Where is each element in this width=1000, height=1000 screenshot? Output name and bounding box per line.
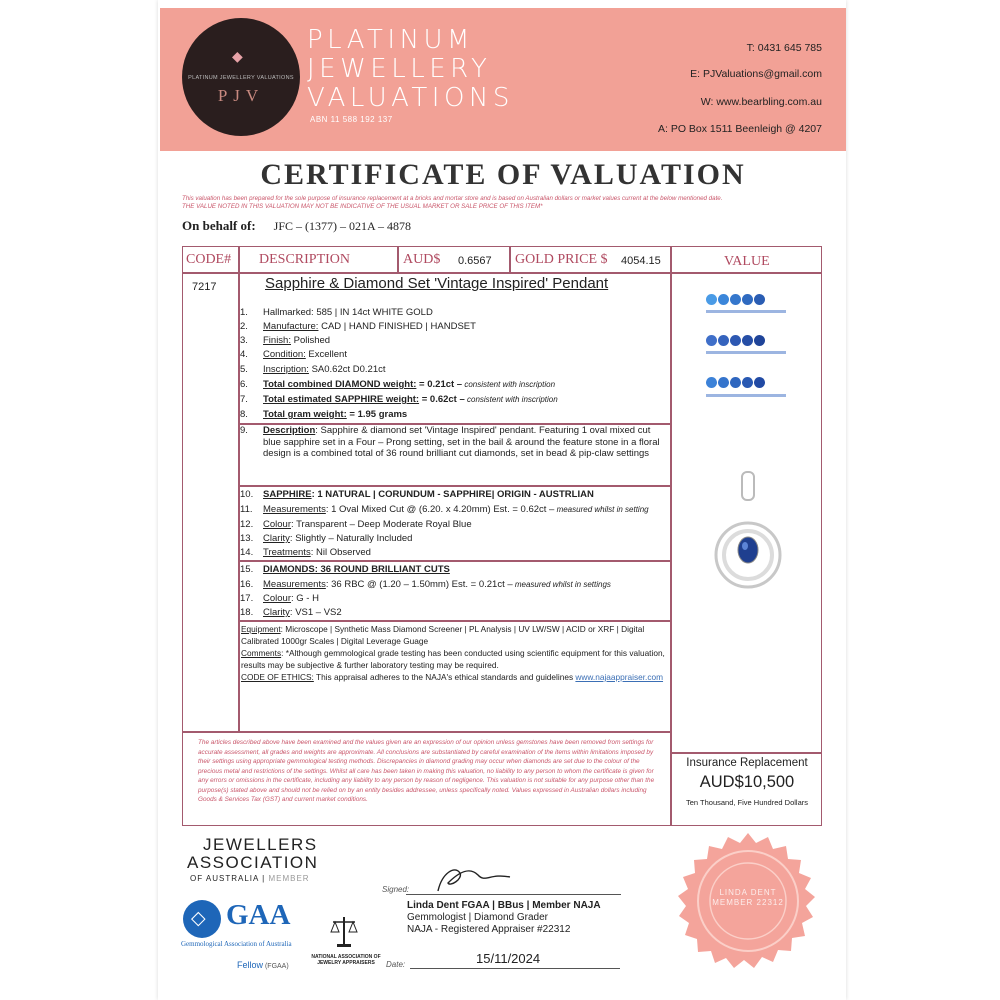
- pjv-logo: [182, 18, 300, 136]
- colour-strip: [706, 351, 786, 354]
- logo-ring-text: PLATINUM JEWELLERY VALUATIONS: [188, 75, 294, 81]
- diamond-icon: ◇: [191, 908, 206, 929]
- insurance-label: Insurance Replacement: [686, 757, 808, 769]
- table-rule: [670, 246, 672, 826]
- equipment-comments: Equipment: Microscope | Synthetic Mass Diamond Screener | PL Analysis | UV LW/SW | ACID or XRF | Digital Calibrated 1000gr Scales | Digital Leverage Guage Comments: *Although gemmological grade testing has been conducted using scientific equipment for this valuation, results may be subjective & further laboratory testing may be required. CODE OF ETHICS: This appraisal adheres to the NAJA's ethical standards and guidelines www.najaappraiser.com: [241, 624, 665, 682]
- description-header: DESCRIPTION: [259, 252, 351, 267]
- ja-line3: OF AUSTRALIA | MEMBER: [190, 874, 310, 883]
- table-rule: [397, 246, 399, 272]
- stone-swatch: [706, 335, 717, 346]
- abn-number: ABN 11 588 192 137: [310, 115, 393, 124]
- stone-swatch: [754, 377, 765, 388]
- pendant-bail: [742, 472, 754, 500]
- table-rule: [182, 272, 822, 274]
- sapphire-stone: [738, 537, 758, 563]
- gold-price-value: 4054.15: [621, 255, 661, 267]
- stone-swatch: [718, 377, 729, 388]
- sapphire-colour-chart: [706, 292, 766, 310]
- table-rule: [182, 731, 670, 733]
- gaa-text: GAA: [226, 899, 291, 931]
- stone-swatch: [730, 377, 741, 388]
- stone-swatch: [742, 335, 753, 346]
- stone-swatch: [754, 294, 765, 305]
- footer-disclaimer: The articles described above have been examined and the values given are an expression of our opinion unless gemstones have been removed from settings for accurate assessment, all grades and weights are approximate. All conclusions are substantiated by careful examination of the items within limitations imposed by their settings using appropriate gemmological testing methods. Discrepancies in diamond grading may occur when diamonds are set due to the colour of the precious metal and restrictions of the settings. Whilst all care has been taken in making this valuation, no liability to any person to whom the certificate is given for any errors or omissions in the certificate, including any liability to any person by reason of negligence. This valuation is not suitable for any purpose other than the purpose(s) stated above and should not be relied on by an entity besides addressee, unless specifically noted. Values expressed in Australian dollars including Goods & Services Tax (GST) and current market conditions.: [198, 739, 655, 803]
- ja-line2: ASSOCIATION: [187, 853, 319, 872]
- stone-swatch: [706, 294, 717, 305]
- item-description: Description: Sapphire & diamond set 'Vintage Inspired' pendant. Featuring 1 oval mixed cut blue sapphire set in a Four – Prong setting, set in the bail & around the feature stone in a floral design is a combined total of 36 round brilliant cut diamonds, set in bead & pip-claw settings: [263, 425, 660, 459]
- stone-swatch: [730, 335, 741, 346]
- on-behalf: On behalf of: JFC – (1377) – 021A – 4878: [182, 218, 412, 233]
- gaa-fellow: Fellow (FGAA): [237, 960, 289, 970]
- table-rule: [670, 752, 822, 754]
- stone-swatch: [754, 335, 765, 346]
- naja-link[interactable]: www.najaappraiser.com: [575, 672, 664, 682]
- signature-line: [406, 894, 621, 895]
- signer-name: Linda Dent FGAA | BBus | Member NAJA: [407, 900, 601, 911]
- stone-swatch: [742, 377, 753, 388]
- table-rule: [238, 560, 670, 562]
- code-header: CODE#: [186, 252, 232, 267]
- reference-number: JFC – (1377) – 021A – 4878: [273, 219, 412, 233]
- disclaimer: This valuation has been prepared for the sole purpose of insurance replacement at a bricks and mortar store and is based on Australian dollars or market values current at the below mentioned date. THE VALUE NOTED IN THIS VALUATION MAY NOT BE INDICATIVE OF THE USUAL MARKET OR SALE PRICE OF THIS ITEM*: [182, 195, 723, 210]
- logo-initials: PJV: [217, 86, 265, 105]
- colour-strip: [706, 394, 786, 397]
- signer-registration: NAJA - Registered Appraiser #22312: [407, 924, 571, 935]
- valuation-date: 15/11/2024: [476, 951, 541, 966]
- stone-swatch: [742, 294, 753, 305]
- seal-text: LINDA DENT MEMBER 22312: [712, 888, 784, 907]
- naja-scales-icon: [330, 914, 358, 948]
- date-label: Date:: [386, 960, 406, 969]
- insurance-amount: AUD$10,500: [699, 773, 795, 791]
- sapphire-colour-chart: [706, 375, 766, 393]
- stone-swatch: [718, 294, 729, 305]
- aud-header: AUD$: [403, 252, 441, 267]
- date-line: [410, 968, 620, 969]
- value-header: VALUE: [724, 254, 770, 269]
- stone-swatch: [730, 294, 741, 305]
- gaa-full-name: Gemmological Association of Australia: [181, 940, 292, 948]
- sapphire-highlight: [742, 542, 748, 550]
- signature-image: [430, 863, 540, 895]
- insurance-words: Ten Thousand, Five Hundred Dollars: [685, 798, 808, 807]
- gaa-logo: [183, 900, 221, 938]
- aud-value: 0.6567: [458, 255, 492, 267]
- contact-email: E: PJValuations@gmail.com: [690, 68, 822, 80]
- contact-phone: T: 0431 645 785: [746, 42, 822, 54]
- pendant-image: [700, 470, 800, 610]
- naja-label: NATIONAL ASSOCIATION OF JEWELRY APPRAISERS: [311, 954, 381, 966]
- ja-line1: JEWELLERS: [203, 835, 318, 854]
- certificate-title: CERTIFICATE OF VALUATION: [260, 158, 746, 191]
- item-title: Sapphire & Diamond Set 'Vintage Inspired' Pendant: [265, 275, 609, 292]
- signed-label: Signed:: [382, 885, 410, 894]
- contact-address: A: PO Box 1511 Beenleigh @ 4207: [658, 123, 822, 135]
- stone-swatch: [718, 335, 729, 346]
- item-code: 7217: [192, 281, 217, 293]
- signer-role: Gemmologist | Diamond Grader: [407, 912, 548, 923]
- table-rule: [238, 620, 670, 622]
- brand-name: PLATINUM JEWELLERY VALUATIONS: [307, 25, 514, 113]
- contact-web: W: www.bearbling.com.au: [700, 96, 822, 108]
- diamond-icon: ◆: [232, 48, 243, 64]
- stone-swatch: [706, 377, 717, 388]
- table-rule: [238, 485, 670, 487]
- colour-strip: [706, 310, 786, 313]
- gold-price-header: GOLD PRICE $: [515, 252, 608, 267]
- insurance-replacement: [672, 757, 822, 807]
- sapphire-colour-chart: [706, 333, 766, 351]
- table-rule: [509, 246, 511, 272]
